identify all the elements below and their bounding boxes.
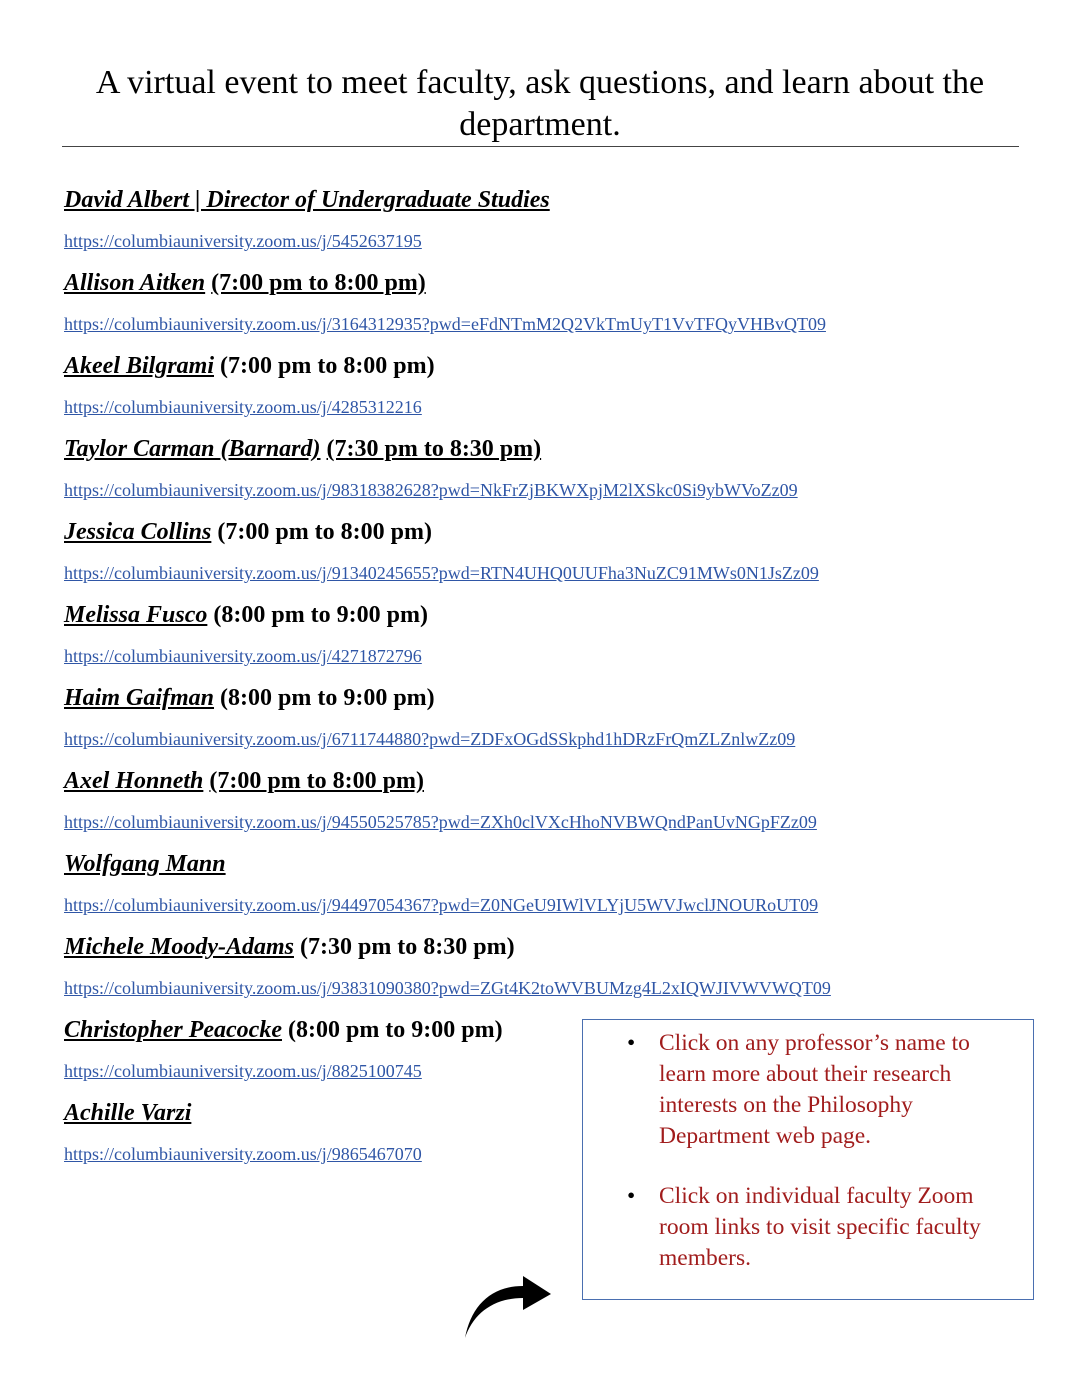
faculty-name-link[interactable]: Allison Aitken — [64, 270, 206, 296]
zoom-link[interactable]: https://columbiauniversity.zoom.us/j/98318382628?pwd=NkFrZjBKWXpjM2lXSkc0Si9ybWVoZz09 — [64, 480, 798, 500]
bullet-icon: • — [627, 1183, 636, 1209]
zoom-link[interactable]: https://columbiauniversity.zoom.us/j/4285312216 — [64, 397, 422, 417]
session-time: (7:00 pm to 8:00 pm) — [211, 270, 426, 296]
faculty-entry — [64, 186, 964, 269]
faculty-heading — [64, 601, 428, 629]
faculty-name-link[interactable]: Wolfgang Mann — [64, 851, 226, 877]
faculty-entry — [64, 933, 964, 1016]
faculty-heading — [64, 684, 435, 712]
info-item-text: Click on individual faculty Zoom room links to visit specific faculty members. — [659, 1183, 981, 1271]
zoom-link[interactable]: https://columbiauniversity.zoom.us/j/3164312935?pwd=eFdNTmM2Q2VkTmUyT1VvTFQyVHBvQT09 — [64, 314, 826, 334]
faculty-heading — [64, 518, 432, 546]
faculty-name-link[interactable]: Axel Honneth — [64, 768, 204, 794]
faculty-heading — [64, 269, 426, 297]
faculty-name-link[interactable]: Akeel Bilgrami — [64, 353, 214, 379]
zoom-link[interactable]: https://columbiauniversity.zoom.us/j/94497054367?pwd=Z0NGeU9IWlVLYjU5WVJwclJNOURoUT09 — [64, 895, 819, 915]
faculty-name-link[interactable]: Melissa Fusco — [64, 602, 208, 628]
zoom-link[interactable]: https://columbiauniversity.zoom.us/j/5452637195 — [64, 231, 422, 251]
faculty-entry — [64, 767, 964, 850]
session-time: (7:00 pm to 8:00 pm) — [220, 353, 435, 379]
zoom-link[interactable]: https://columbiauniversity.zoom.us/j/9865467070 — [64, 1144, 422, 1164]
zoom-link[interactable]: https://columbiauniversity.zoom.us/j/91340245655?pwd=RTN4UHQ0UUFha3NuZC91MWs0N1JsZz09 — [64, 563, 819, 583]
faculty-heading — [64, 933, 515, 961]
faculty-name-link[interactable]: Taylor Carman (Barnard) — [64, 436, 321, 462]
faculty-name-link[interactable]: Haim Gaifman — [64, 685, 215, 711]
faculty-heading — [64, 1016, 503, 1044]
faculty-entry — [64, 518, 964, 601]
faculty-heading — [64, 352, 435, 380]
info-item-text: Click on any professor’s name to learn more about their research interests on the Philosophy Department web page. — [659, 1030, 970, 1149]
zoom-link[interactable]: https://columbiauniversity.zoom.us/j/8825100745 — [64, 1061, 422, 1081]
zoom-link[interactable]: https://columbiauniversity.zoom.us/j/93831090380?pwd=ZGt4K2toWVBUMzg4L2xIQWJIVWVWQT09 — [64, 978, 831, 998]
zoom-link[interactable]: https://columbiauniversity.zoom.us/j/6711744880?pwd=ZDFxOGdSSkphd1hDRzFrQmZLZnlwZz09 — [64, 729, 796, 749]
info-list — [583, 1028, 1033, 1274]
title-divider — [62, 146, 1019, 147]
curved-arrow-right-icon — [463, 1272, 553, 1340]
session-time: (7:00 pm to 8:00 pm) — [217, 519, 432, 545]
page-title: A virtual event to meet faculty, ask questions, and learn about the department. — [95, 64, 985, 143]
faculty-heading — [64, 435, 541, 463]
session-time: (7:30 pm to 8:30 pm) — [299, 934, 515, 960]
faculty-name-link[interactable]: David Albert | Director of Undergraduate Studies — [64, 187, 550, 213]
faculty-name-link[interactable]: Michele Moody-Adams — [64, 934, 294, 960]
info-box — [582, 1019, 1034, 1300]
arrow-shape — [465, 1276, 551, 1338]
faculty-entry — [64, 850, 964, 933]
session-time: (8:00 pm to 9:00 pm) — [287, 1017, 503, 1043]
session-time: (8:00 pm to 9:00 pm) — [213, 602, 428, 628]
info-item — [583, 1181, 1033, 1274]
faculty-name-link[interactable]: Achille Varzi — [64, 1100, 192, 1126]
faculty-heading — [64, 850, 226, 878]
faculty-heading — [64, 767, 424, 795]
faculty-entry — [64, 435, 964, 518]
session-time: (7:30 pm to 8:30 pm) — [326, 436, 542, 462]
faculty-entry — [64, 352, 964, 435]
bullet-icon: • — [627, 1030, 636, 1056]
faculty-name-link[interactable]: Christopher Peacocke — [64, 1017, 282, 1043]
zoom-link[interactable]: https://columbiauniversity.zoom.us/j/4271872796 — [64, 646, 422, 666]
faculty-heading — [64, 186, 550, 214]
faculty-name-link[interactable]: Jessica Collins — [64, 519, 212, 545]
faculty-entry — [64, 601, 964, 684]
session-time: (7:00 pm to 8:00 pm) — [209, 768, 424, 794]
faculty-entry — [64, 684, 964, 767]
faculty-entry — [64, 269, 964, 352]
info-item — [583, 1028, 1033, 1152]
zoom-link[interactable]: https://columbiauniversity.zoom.us/j/94550525785?pwd=ZXh0clVXcHhoNVBWQndPanUvNGpFZz09 — [64, 812, 817, 832]
session-time: (8:00 pm to 9:00 pm) — [220, 685, 435, 711]
faculty-heading — [64, 1099, 191, 1127]
